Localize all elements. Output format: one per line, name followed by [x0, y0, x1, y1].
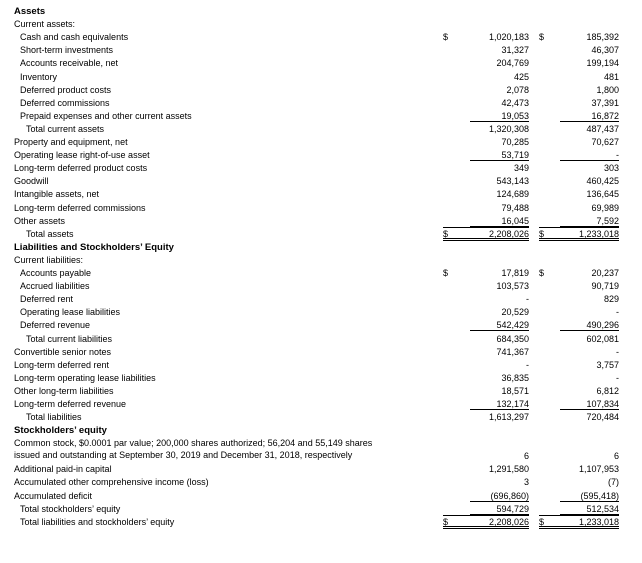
subtotal-rule: [470, 501, 529, 502]
value-2018: 7,592: [596, 215, 619, 226]
line-item-label: Total current assets: [26, 123, 105, 134]
value-2018: (595,418): [580, 490, 619, 501]
currency-symbol-2019: $: [443, 268, 449, 278]
value-2019: 2,208,026: [488, 228, 529, 239]
line-item-label: Cash and cash equivalents: [20, 32, 129, 43]
line-item-label: Additional paid-in capital: [14, 464, 112, 475]
line-item-label: Long-term deferred revenue: [14, 399, 127, 409]
line-item-row: [0, 320, 642, 331]
section-heading: Liabilities and Stockholders’ Equity: [14, 241, 174, 253]
subtotal-rule: [560, 409, 619, 410]
value-2019: -: [526, 359, 529, 370]
line-item-row: [0, 477, 642, 488]
section-heading-row: [0, 6, 642, 17]
line-item-row: [0, 72, 642, 83]
line-item-label: Deferred commissions: [20, 97, 110, 108]
line-item-row: [0, 464, 642, 475]
line-item-label: Deferred rent: [20, 294, 74, 305]
value-2019: 6: [523, 451, 529, 462]
value-2018: 490,296: [586, 320, 619, 331]
line-item-row: [0, 150, 642, 161]
line-item-row: [0, 412, 642, 423]
line-item-label: Common stock, $0.0001 par value; 200,000 shares authorized; 56,204 and 55,149 shares: [14, 438, 373, 449]
value-2018: 46,307: [591, 45, 619, 56]
value-2019: 124,689: [496, 189, 529, 200]
value-2018: 1,233,018: [578, 228, 619, 239]
line-item-label: Total assets: [26, 228, 74, 239]
line-item-row: [0, 307, 642, 318]
currency-symbol-2018: $: [539, 516, 545, 527]
value-2018: 20,237: [591, 268, 619, 278]
value-2018: 107,834: [586, 399, 619, 409]
value-2019: 70,285: [501, 137, 529, 147]
value-2019: 1,613,297: [488, 412, 529, 423]
line-item-row: [0, 111, 642, 122]
value-2019: 741,367: [496, 346, 529, 357]
currency-symbol-2019: $: [443, 516, 449, 527]
value-2019: 132,174: [496, 399, 529, 409]
subtotal-rule: [470, 330, 529, 331]
line-item-label: Convertible senior notes: [14, 346, 112, 357]
line-item-row: [0, 386, 642, 397]
currency-symbol-2019: $: [443, 32, 449, 43]
line-item-label: Long-term operating lease liabilities: [14, 372, 156, 383]
value-2018: 720,484: [586, 412, 619, 423]
line-item-label: Total liabilities and stockholders’ equity: [20, 516, 175, 527]
value-2018: 460,425: [586, 176, 619, 187]
subtotal-rule: [560, 330, 619, 331]
line-item-row: [0, 45, 642, 56]
line-item-label: Other long-term liabilities: [14, 385, 114, 396]
value-2019: 425: [513, 71, 529, 82]
line-item-label-continued: issued and outstanding at September 30, 2019 and December 31, 2018, respectively: [14, 450, 353, 461]
value-2018: 70,627: [591, 137, 619, 147]
line-item-row: [0, 517, 642, 528]
total-top-rule: [539, 227, 619, 228]
line-item-label: Property and equipment, net: [14, 137, 128, 147]
value-2018: -: [616, 372, 619, 383]
value-2019: 594,729: [496, 503, 529, 514]
subtotal-rule: [560, 501, 619, 502]
line-item-label: Long-term deferred product costs: [14, 163, 148, 174]
line-item-row: [0, 438, 642, 462]
line-item-row: [0, 399, 642, 410]
line-item-label: Prepaid expenses and other current assets: [20, 110, 192, 121]
total-top-rule: [443, 227, 529, 228]
section-heading-row: [0, 425, 642, 436]
line-item-label: Other assets: [14, 215, 66, 226]
line-item-row: [0, 203, 642, 214]
line-item-label: Accumulated deficit: [14, 490, 93, 501]
line-item-row: [0, 268, 642, 279]
value-2018: 6: [613, 451, 619, 462]
value-2018: 481: [603, 71, 619, 82]
line-item-row: [0, 347, 642, 358]
value-2018: 1,800: [596, 84, 619, 95]
value-2019: 1,020,183: [488, 32, 529, 43]
total-double-rule: [539, 526, 619, 529]
subtotal-rule: [470, 121, 529, 122]
line-item-label: Total stockholders’ equity: [20, 503, 121, 514]
line-item-row: [0, 373, 642, 384]
value-2018: -: [616, 150, 619, 161]
currency-symbol-2018: $: [539, 32, 545, 43]
line-item-label: Accounts payable: [20, 268, 92, 278]
line-item-row: [0, 58, 642, 69]
line-item-row: [0, 216, 642, 227]
value-2018: 487,437: [586, 123, 619, 134]
value-2019: 204,769: [496, 58, 529, 69]
value-2018: 1,107,953: [578, 464, 619, 475]
value-2019: 542,429: [496, 320, 529, 331]
value-2018: 136,645: [586, 189, 619, 200]
value-2019: 684,350: [496, 333, 529, 344]
value-2019: 79,488: [501, 202, 529, 213]
line-item-row: [0, 294, 642, 305]
currency-symbol-2019: $: [443, 228, 449, 239]
value-2019: 1,291,580: [488, 464, 529, 475]
line-item-row: [0, 360, 642, 371]
line-item-label: Long-term deferred commissions: [14, 202, 146, 213]
value-2019: (696,860): [490, 490, 529, 501]
line-item-label: Operating lease right-of-use asset: [14, 150, 150, 161]
section-heading: Stockholders’ equity: [14, 425, 107, 437]
total-double-rule: [443, 238, 529, 241]
total-top-rule: [539, 515, 619, 516]
value-2019: 1,320,308: [488, 123, 529, 134]
value-2019: 349: [513, 163, 529, 174]
value-2019: 16,045: [501, 215, 529, 226]
line-item-row: [0, 124, 642, 135]
value-2018: 90,719: [591, 281, 619, 292]
subtotal-rule: [470, 160, 529, 161]
value-2019: 17,819: [501, 268, 529, 278]
value-2018: 37,391: [591, 97, 619, 108]
value-2019: 19,053: [501, 110, 529, 121]
section-heading-row: [0, 242, 642, 253]
line-item-label: Short-term investments: [20, 45, 114, 56]
value-2018: (7): [608, 477, 619, 488]
total-double-rule: [539, 238, 619, 241]
value-2018: 199,194: [586, 58, 619, 69]
value-2018: 69,989: [591, 202, 619, 213]
value-2019: 2,078: [506, 84, 529, 95]
value-2019: 20,529: [501, 307, 529, 318]
value-2018: 16,872: [591, 110, 619, 121]
line-item-label: Accumulated other comprehensive income (loss): [14, 477, 209, 488]
value-2018: 512,534: [586, 503, 619, 514]
value-2018: 1,233,018: [578, 516, 619, 527]
value-2019: 3: [523, 477, 529, 488]
value-2018: 303: [603, 163, 619, 174]
value-2018: 185,392: [586, 32, 619, 43]
value-2019: 103,573: [496, 281, 529, 292]
line-item-label: Operating lease liabilities: [20, 307, 121, 318]
line-item-label: Goodwill: [14, 176, 49, 187]
line-item-row: [0, 229, 642, 240]
line-item-label: Inventory: [20, 71, 58, 82]
line-item-row: [0, 98, 642, 109]
line-item-label: Accounts receivable, net: [20, 58, 119, 69]
line-item-row: [0, 504, 642, 515]
value-2019: 36,835: [501, 372, 529, 383]
value-2018: 6,812: [596, 385, 619, 396]
value-2018: 602,081: [586, 333, 619, 344]
value-2018: -: [616, 346, 619, 357]
line-item-label: Total liabilities: [26, 412, 82, 423]
value-2018: 829: [603, 294, 619, 305]
line-item-row: [0, 163, 642, 174]
line-item-row: [0, 189, 642, 200]
line-item-label: Long-term deferred rent: [14, 359, 110, 370]
line-item-row: [0, 491, 642, 502]
line-item-row: [0, 32, 642, 43]
value-2019: 53,719: [501, 150, 529, 161]
line-item-label: Current liabilities:: [14, 254, 84, 265]
line-item-row: [0, 19, 642, 30]
total-double-rule: [443, 526, 529, 529]
section-heading: Assets: [14, 6, 46, 17]
value-2019: -: [526, 294, 529, 305]
line-item-label: Total current liabilities: [26, 333, 113, 344]
line-item-label: Accrued liabilities: [20, 281, 90, 292]
line-item-label: Intangible assets, net: [14, 189, 100, 200]
currency-symbol-2018: $: [539, 228, 545, 239]
line-item-row: [0, 176, 642, 187]
line-item-row: [0, 85, 642, 96]
total-top-rule: [443, 515, 529, 516]
line-item-label: Deferred product costs: [20, 84, 112, 95]
line-item-row: [0, 255, 642, 266]
value-2019: 31,327: [501, 45, 529, 56]
line-item-row: [0, 281, 642, 292]
value-2019: 2,208,026: [488, 516, 529, 527]
line-item-row: [0, 334, 642, 345]
value-2018: 3,757: [596, 359, 619, 370]
line-item-label: Current assets:: [14, 19, 76, 30]
value-2019: 18,571: [501, 385, 529, 396]
value-2019: 543,143: [496, 176, 529, 187]
value-2019: 42,473: [501, 97, 529, 108]
line-item-row: [0, 137, 642, 148]
subtotal-rule: [560, 160, 619, 161]
line-item-label: Deferred revenue: [20, 320, 91, 331]
value-2018: -: [616, 307, 619, 318]
subtotal-rule: [470, 409, 529, 410]
currency-symbol-2018: $: [539, 268, 545, 278]
subtotal-rule: [560, 121, 619, 122]
